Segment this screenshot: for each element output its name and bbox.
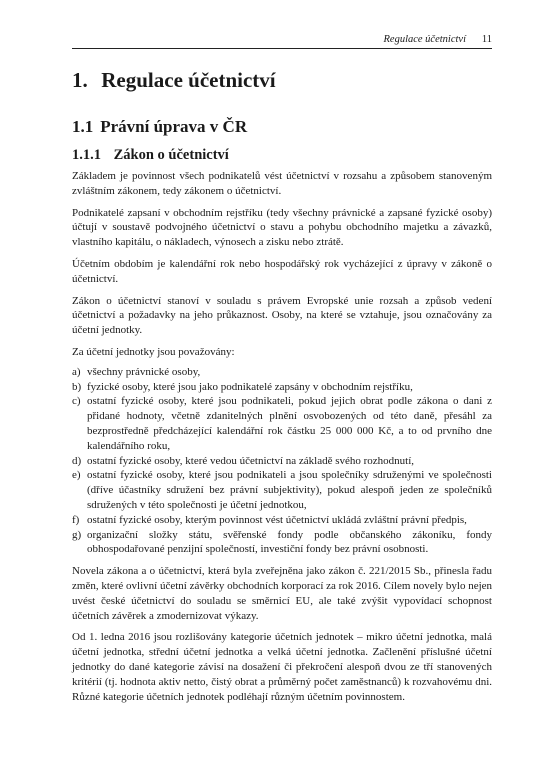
subsection-number: 1.1.1 [72, 147, 101, 163]
chapter-number: 1. [72, 68, 88, 92]
list-marker: e) [72, 469, 81, 482]
list-marker: g) [72, 528, 82, 541]
list-marker: c) [72, 395, 81, 408]
paragraph-4: Zákon o účetnictví stanoví v souladu s právem Evropské unie rozsah a způsob vedení účetnictví a požadavky na jeho průkaznost. Osoby, na které se vztahuje, jsou označovány za účetní jednotky. [72, 294, 492, 337]
list-item [72, 380, 492, 395]
list-item [72, 454, 492, 469]
list-marker: d) [72, 454, 82, 467]
paragraph-6: Novela zákona a o účetnictví, která byla zveřejněna jako zákon č. 221/2015 Sb., přinesla řadu změn, které ovlivní účetní závěrky obchodních korporací za rok 2016. Cílem novely bylo nejen uvést české účetnictví do souladu se směrnicí EU, ale také zvýšit vypovídací schopnost účetních závěrek a zmodernizovat výkazy. [72, 565, 493, 622]
section-number: 1.1 [72, 117, 94, 136]
subsection-heading [72, 146, 492, 165]
paragraph-2: Podnikatelé zapsaní v obchodním rejstříku (tedy všechny právnické a zapsané fyzické osoby) účtují v soustavě podvojného účetnictví o stavu a pohybu obchodního majetku a závazků, vlastního kapitálu, o nákladech, výnosech a zisku nebo ztrátě. [72, 206, 492, 249]
list-item-text: ostatní fyzické osoby, které jsou podnikateli, pokud jejich obrat podle zákona o dani z přidané hodnoty, včetně zdanitelných plnění osvobozených od této daně, přesáhl za bezprostředně předcházející kalendářní rok částku 25 000 000 Kč, a to od prvního dne kalendářního roku, [87, 395, 492, 452]
chapter-heading [72, 66, 492, 94]
list-marker: a) [72, 365, 81, 378]
paragraph-7: Od 1. ledna 2016 jsou rozlišovány kategorie účetních jednotek – mikro účetní jednotka, malá účetní jednotka, střední účetní jednotka a velká účetní jednotka. Začlenění příslušné účetní jednotky do dané kategorie závisí na dosažení či překročení alespoň dvou ze tří stanovených kritérií (tj. hodnota aktiv netto, čistý obrat a průměrný počet zaměstnanců) k rozvahovému dni. Různé kategorie účetních jednotek podléhají různým účetním povinnostem. [72, 631, 492, 703]
page-content [72, 58, 492, 704]
subsection-title: Zákon o účetnictví [113, 147, 229, 163]
list-item [72, 468, 492, 512]
list-item [72, 528, 492, 558]
section-title: Právní úprava v ČR [100, 117, 248, 136]
list-item-text: ostatní fyzické osoby, které vedou účetnictví na základě svého rozhodnutí, [87, 454, 415, 467]
list-item-text: všechny právnické osoby, [87, 365, 201, 378]
paragraph-1: Základem je povinnost všech podnikatelů vést účetnictví v rozsahu a způsobem stanoveným zvláštním zákonem, tedy zákonem o účetnictví. [72, 170, 492, 197]
list-item [72, 513, 492, 528]
running-head [72, 33, 492, 49]
list-item-text: ostatní fyzické osoby, které jsou podnikateli a jsou společníky sdruženými ve společnosti (dříve účastníky sdružení bez právní subjektivity), pokud alespoň jeden ze společníků sdružených v této společnosti je účetní jednotkou, [87, 469, 492, 511]
list-marker: f) [72, 513, 80, 526]
section-heading [72, 116, 492, 138]
entity-list [72, 365, 492, 557]
page-number: 11 [481, 34, 492, 45]
list-item-text: organizační složky státu, svěřenské fondy podle občanského zákoníku, fondy obhospodařované penzijní společností, investiční fondy bez právní osobnosti. [87, 528, 492, 556]
paragraph-3: Účetním obdobím je kalendářní rok nebo hospodářský rok vycházející z úpravy v zákoně o účetnictví. [72, 257, 492, 285]
list-item-text: ostatní fyzické osoby, kterým povinnost vést účetnictví ukládá zvláštní právní předpis, [87, 513, 467, 526]
list-item-text: fyzické osoby, které jsou jako podnikatelé zapsány v obchodním rejstříku, [87, 380, 413, 393]
list-item [72, 394, 492, 453]
paragraph-5: Za účetní jednotky jsou považovány: [72, 345, 235, 358]
chapter-title: Regulace účetnictví [101, 68, 276, 92]
list-item [72, 365, 492, 380]
list-marker: b) [72, 380, 82, 393]
running-head-title: Regulace účetnictví [383, 34, 466, 45]
